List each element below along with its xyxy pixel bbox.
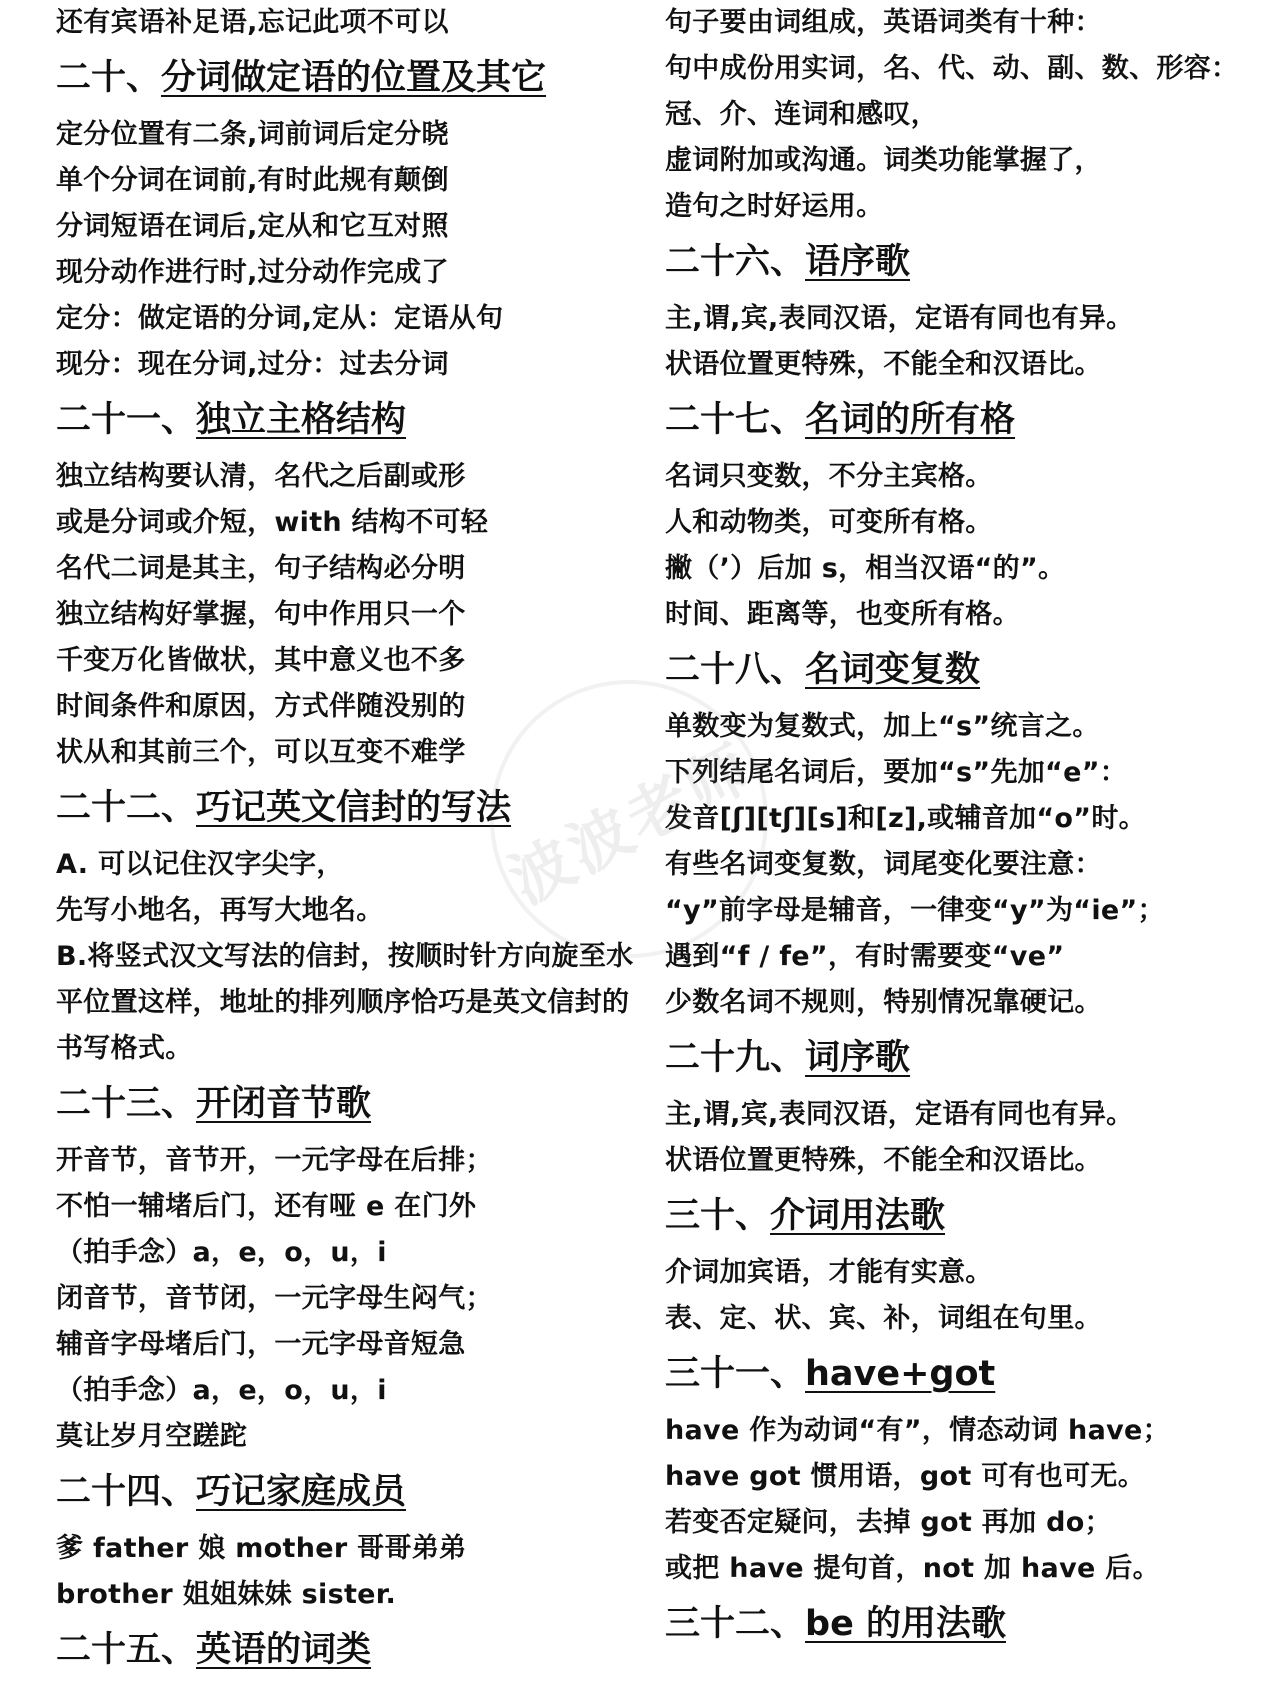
text-line: 撇（’）后加 s，相当汉语“的”。 <box>665 553 1066 584</box>
section-number: 二十九、 <box>665 1038 806 1078</box>
text-line: 句子要由词组成，英语词类有十种： <box>665 7 1102 38</box>
text-line: 独立结构要认清，名代之后副或形 <box>56 461 466 492</box>
text-line: 定分位置有二条,词前词后定分晓 <box>56 119 449 150</box>
section-number: 三十二、 <box>665 1604 806 1644</box>
text-line: 开音节，音节开，一元字母在后排； <box>56 1145 493 1176</box>
section-heading <box>665 390 1265 450</box>
watermark-seal: 波波老师 <box>441 631 817 1007</box>
section-heading <box>56 1620 646 1680</box>
text-line: 单数变为复数式，加上“s”统言之。 <box>665 711 1100 742</box>
text-line: 还有宾语补足语,忘记此项不可以 <box>56 7 449 38</box>
section-title: 名词变复数 <box>805 650 981 690</box>
section-heading <box>665 1186 1265 1246</box>
section-title: 开闭音节歌 <box>196 1084 372 1124</box>
text-line: 主,谓,宾,表同汉语，定语有同也有异。 <box>665 303 1134 334</box>
text-line: （拍手念）a，e，o，u，i <box>56 1237 387 1268</box>
section-title: 分词做定语的位置及其它 <box>161 58 547 98</box>
text-line: 或是分词或介短，with 结构不可轻 <box>56 507 489 538</box>
text-line: 或把 have 提句首，not 加 have 后。 <box>665 1553 1160 1584</box>
text-line: 不怕一辅堵后门，还有哑 e 在门外 <box>56 1191 477 1222</box>
section-title: 独立主格结构 <box>196 400 407 440</box>
section-heading <box>56 48 646 108</box>
text-line: 发音[ʃ][tʃ][s]和[z],或辅音加“o”时。 <box>665 803 1146 834</box>
text-line: 千变万化皆做状，其中意义也不多 <box>56 645 466 676</box>
section-number: 二十三、 <box>56 1084 197 1124</box>
section-title: 语序歌 <box>805 242 911 282</box>
section-title: 巧记英文信封的写法 <box>196 788 512 828</box>
text-line: 主,谓,宾,表同汉语，定语有同也有异。 <box>665 1099 1134 1130</box>
section-number: 二十四、 <box>56 1472 197 1512</box>
text-line: A. 可以记住汉字尖字， <box>56 849 344 880</box>
text-line: 虚词附加或沟通。词类功能掌握了， <box>665 145 1102 176</box>
text-line: 人和动物类，可变所有格。 <box>665 507 993 538</box>
section-title: 巧记家庭成员 <box>196 1472 407 1512</box>
text-line: 先写小地名，再写大地名。 <box>56 895 384 926</box>
text-line: 遇到“f / fe”，有时需要变“ve” <box>665 941 1065 972</box>
text-line: have got 惯用语，got 可有也可无。 <box>665 1461 1146 1492</box>
text-line: （拍手念）a，e，o，u，i <box>56 1375 387 1406</box>
text-line: 分词短语在词后,定从和它互对照 <box>56 211 449 242</box>
section-number: 二十五、 <box>56 1630 197 1670</box>
text-line: 造句之时好运用。 <box>665 191 884 222</box>
section-heading <box>665 232 1265 292</box>
text-line: 独立结构好掌握，句中作用只一个 <box>56 599 466 630</box>
section-heading <box>56 390 646 450</box>
text-line: B.将竖式汉文写法的信封，按顺时针方向旋至水 <box>56 941 634 972</box>
section-number: 二十一、 <box>56 400 197 440</box>
section-title: 英语的词类 <box>196 1630 372 1670</box>
text-line: 辅音字母堵后门，一元字母音短急 <box>56 1329 466 1360</box>
text-line: 冠、介、连词和感叹， <box>665 99 938 130</box>
text-line: 状语位置更特殊，不能全和汉语比。 <box>665 1145 1102 1176</box>
section-heading <box>56 1462 646 1522</box>
section-heading <box>665 1594 1265 1654</box>
text-line: 现分：现在分词,过分：过去分词 <box>56 349 449 380</box>
text-line: 现分动作进行时,过分动作完成了 <box>56 257 449 288</box>
text-line: 表、定、状、宾、补，词组在句里。 <box>665 1303 1102 1334</box>
section-title: 介词用法歌 <box>770 1196 946 1236</box>
text-line: 平位置这样，地址的排列顺序恰巧是英文信封的 <box>56 987 630 1018</box>
text-line: 书写格式。 <box>56 1033 193 1064</box>
text-line: 下列结尾名词后，要加“s”先加“e”： <box>665 757 1128 788</box>
section-number: 三十、 <box>665 1196 771 1236</box>
text-line: brother 姐姐妹妹 sister. <box>56 1579 397 1610</box>
section-title: have+got <box>805 1354 996 1394</box>
text-line: 莫让岁月空蹉跎 <box>56 1421 248 1452</box>
text-line: 介词加宾语，才能有实意。 <box>665 1257 993 1288</box>
section-heading <box>665 1344 1265 1404</box>
section-number: 二十六、 <box>665 242 806 282</box>
text-line: 名代二词是其主，句子结构必分明 <box>56 553 466 584</box>
text-line: 时间、距离等，也变所有格。 <box>665 599 1020 630</box>
section-title: be 的用法歌 <box>805 1604 1006 1644</box>
section-number: 二十二、 <box>56 788 197 828</box>
text-line: 爹 father 娘 mother 哥哥弟弟 <box>56 1533 467 1564</box>
section-heading <box>665 1028 1265 1088</box>
text-line: 少数名词不规则，特别情况靠硬记。 <box>665 987 1102 1018</box>
section-number: 二十七、 <box>665 400 806 440</box>
text-line: 时间条件和原因，方式伴随没别的 <box>56 691 466 722</box>
section-number: 二十八、 <box>665 650 806 690</box>
text-line: 名词只变数，不分主宾格。 <box>665 461 993 492</box>
section-number: 三十一、 <box>665 1354 806 1394</box>
section-number: 二十、 <box>56 58 162 98</box>
text-line: 定分：做定语的分词,定从：定语从句 <box>56 303 504 334</box>
text-line: 句中成份用实词，名、代、动、副、数、形容： <box>665 53 1239 84</box>
text-line: 状语位置更特殊，不能全和汉语比。 <box>665 349 1102 380</box>
section-heading <box>56 1074 646 1134</box>
text-line: 单个分词在词前,有时此规有颠倒 <box>56 165 449 196</box>
text-line: “y”前字母是辅音，一律变“y”为“ie”； <box>665 895 1165 926</box>
text-line: 状从和其前三个，可以互变不难学 <box>56 737 466 768</box>
text-line: 闭音节，音节闭，一元字母生闷气； <box>56 1283 493 1314</box>
section-title: 词序歌 <box>805 1038 911 1078</box>
section-heading <box>665 640 1265 700</box>
text-line: have 作为动词“有”，情态动词 have； <box>665 1415 1170 1446</box>
section-title: 名词的所有格 <box>805 400 1016 440</box>
text-line: 有些名词变复数，词尾变化要注意： <box>665 849 1102 880</box>
text-line: 若变否定疑问，去掉 got 再加 do； <box>665 1507 1112 1538</box>
